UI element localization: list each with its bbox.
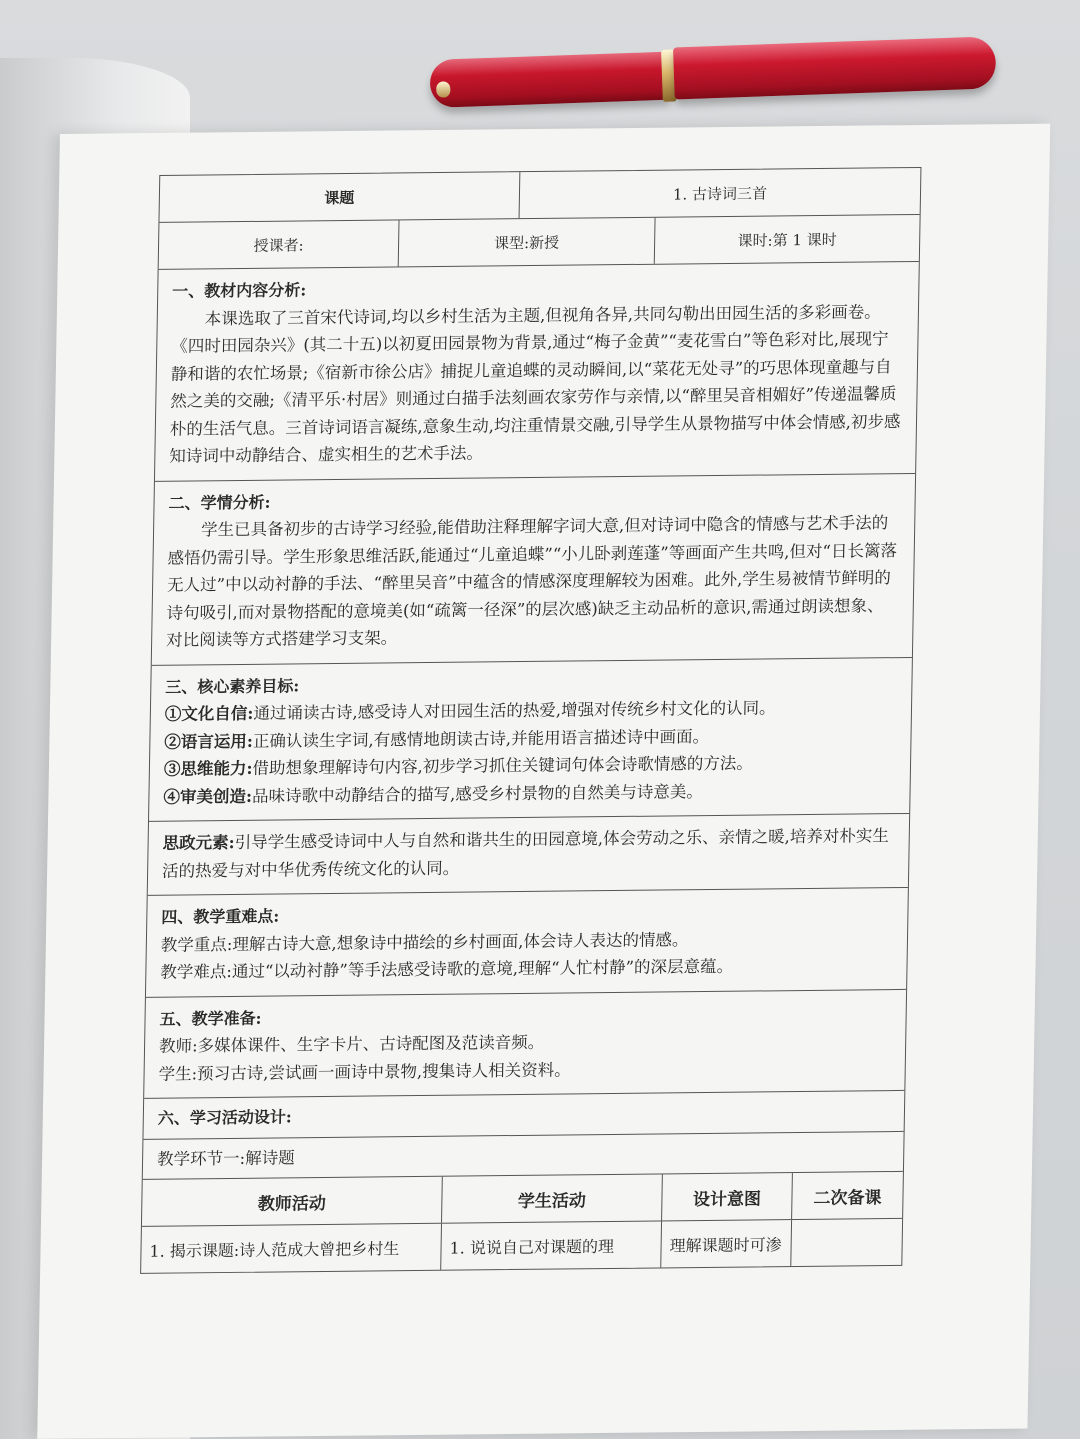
ideology-text: 引导学生感受诗词中人与自然和谐共生的田园意境,体会劳动之乐、亲情之暖,培养对朴实生活的热爱与对中华优秀传统文化的认同。 [161, 826, 890, 881]
goal-text: 正确认读生字词,有感情地朗读古诗,并能用语言描述诗中画面。 [252, 726, 710, 751]
goal-label: ①文化自信: [164, 703, 254, 724]
design-intent-cell: 理解课题时可渗 [661, 1220, 792, 1267]
student-activity-cell: 1. 说说自己对课题的理 [441, 1221, 662, 1269]
difficult-point: 教学难点:通过“以动衬静”等手法感受诗歌的意境,理解“人忙村静”的深层意蕴。 [160, 956, 734, 982]
lesson-period: 课时:第 1 课时 [737, 230, 837, 250]
pen-cap-end [436, 81, 451, 97]
teacher-prep: 教师:多媒体课件、生字卡片、古诗配图及范读音频。 [158, 1032, 545, 1056]
second-prep-cell [791, 1219, 902, 1266]
section-learner-analysis [152, 473, 915, 665]
topic-row [159, 168, 920, 223]
section-key-difficult [146, 888, 908, 997]
red-pen [429, 32, 1001, 110]
teacher-activity-cell: 1. 揭示课题:诗人范成大曾把乡村生 [141, 1224, 442, 1273]
key-point: 教学重点:理解古诗大意,想象诗中描绘的乡村画面,体会诗人表达的情感。 [160, 929, 689, 955]
col-second-prep: 二次备课 [813, 1187, 882, 1209]
topic-label: 课题 [159, 172, 520, 222]
lesson-plan-page [37, 124, 1050, 1439]
section-content-analysis [155, 262, 919, 481]
activity-header-row [142, 1172, 903, 1227]
lesson-plan-table [140, 167, 921, 1274]
section-preparation [144, 989, 906, 1098]
goal-text: 品味诗歌中动静结合的描写,感受乡村景物的自然美与诗意美。 [251, 781, 704, 806]
section-title: 二、学情分析: [168, 492, 271, 513]
goal-label: ④审美创造: [163, 786, 253, 807]
section-title: 三、核心素养目标: [165, 675, 300, 697]
section-ideology [148, 814, 909, 896]
section-text: 本课选取了三首宋代诗词,均以乡村生活为主题,但视角各异,共同勾勒出田园生活的多彩画卷。《四时田园杂兴》(其二十五)以初夏田园景物为背景,通过“梅子金黄”“麦花雪白”等色彩对比,展现宁静和谐的农忙场景;《宿新市徐公店》捕捉儿童追蝶的灵动瞬间,以“菜花无处寻”的巧思体现童趣与自然之美的交融;《清平乐·村居》则通过白描手法刻画农家劳作与亲情,以“醉里吴音相媚好”传递温馨质朴的生活气息。三首诗词语言凝练,意象生动,均注重情景交融,引导学生从景物描写中体会情感,初步感知诗词中动静结合、虚实相生的艺术手法。 [169, 301, 901, 466]
pen-barrel [673, 36, 997, 99]
student-prep: 学生:预习古诗,尝试画一画诗中景物,搜集诗人相关资料。 [158, 1059, 571, 1084]
col-design-intent: 设计意图 [662, 1173, 793, 1220]
teacher-label: 授课者: [159, 220, 400, 269]
activity-row [141, 1219, 902, 1273]
pen-cap [429, 52, 671, 108]
stage-title: 教学环节一:解诗题 [156, 1147, 295, 1169]
section-text: 学生已具备初步的古诗学习经验,能借助注释理解字词大意,但对诗词中隐含的情感与艺术手法的感悟仍需引导。学生形象思维活跃,能通过“儿童追蝶”“小儿卧剥莲蓬”等画面产生共鸣,但对“日长篱落无人过”中以动衬静的手法、“醉里吴音”中蕴含的情感深度理解较为困难。此外,学生易被情节鲜明的诗句吸引,而对景物搭配的意境美(如“疏篱一径深”的层次感)缺乏主动品析的意识,需通过朗读想象、对比阅读等方式搭建学习支架。 [166, 513, 898, 650]
section-title: 一、教材内容分析: [172, 280, 307, 301]
topic-value: 1. 古诗词三首 [672, 184, 768, 204]
goal-text: 通过诵读古诗,感受诗人对田园生活的热爱,增强对传统乡村文化的认同。 [253, 698, 776, 723]
section-core-goals [149, 657, 912, 821]
col-teacher-activity: 教师活动 [142, 1177, 443, 1226]
section-title: 六、学习活动设计: [157, 1107, 292, 1128]
ideology-label: 思政元素: [162, 833, 235, 853]
goal-text: 借助想象理解诗句内容,初步学习抓住关键词句体会诗歌情感的方法。 [252, 753, 754, 778]
section-title: 五、教学准备: [159, 1008, 262, 1029]
section-title: 四、教学重难点: [161, 906, 280, 927]
meta-row [159, 215, 920, 270]
goal-label: ②语言运用: [164, 731, 254, 752]
col-student-activity: 学生活动 [442, 1174, 663, 1222]
lesson-type: 课型:新授 [399, 218, 656, 267]
goal-label: ③思维能力: [163, 758, 253, 779]
